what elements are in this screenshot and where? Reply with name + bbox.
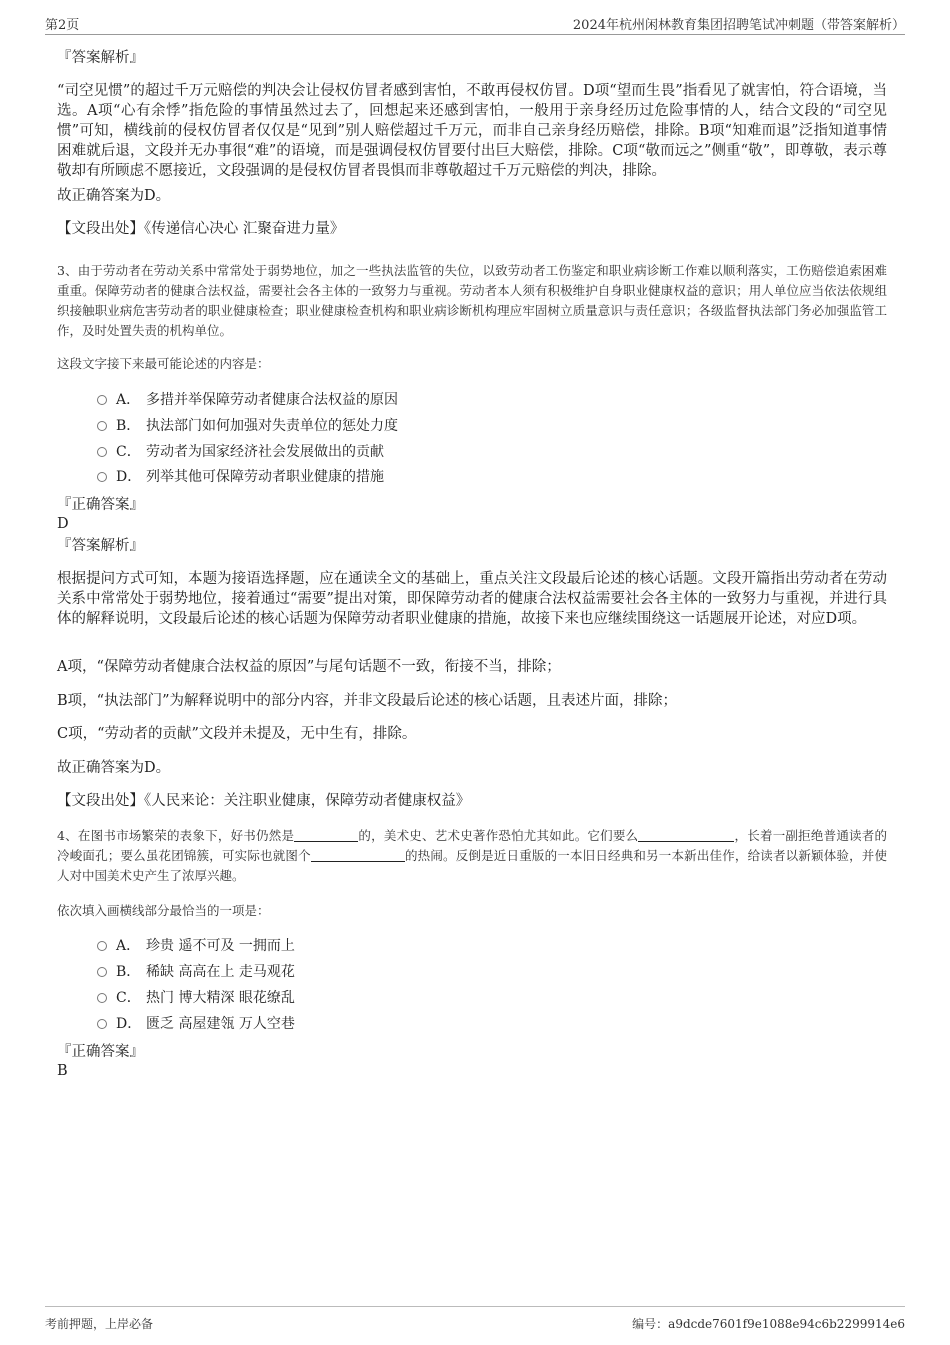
option-letter: B． xyxy=(116,418,141,434)
q4-option-b[interactable] xyxy=(97,962,295,982)
q3-analysis-text: 根据提问方式可知，本题为接语选择题，应在通读全文的基础上，重点关注文段最后论述的核心话题。文段开篇指出劳动者在劳动关系中常常处于弱势地位，接着通过“需要”提出对策，即保障劳动者的健康合法权益需要社会各主体的一致努力与重视，并进行具体的解释说明，文段最后论述的核心话题为保障劳动者职业健康的措施，故接下来也应继续围绕这一话题展开论述，对应D项。 xyxy=(57,571,887,627)
option-text: 多措并举保障劳动者健康合法权益的原因 xyxy=(146,392,398,408)
footer-serial: 编号：a9dcde7601f9e1088e94c6b2299914e6 xyxy=(632,1317,905,1331)
footer-slogan: 考前押题，上岸必备 xyxy=(45,1317,154,1331)
fill-blank-3 xyxy=(311,847,405,862)
radio-icon[interactable] xyxy=(97,967,107,977)
q3-question: 这段文字接下来最可能论述的内容是： xyxy=(57,356,270,371)
document-title: 2024年杭州闲林教育集团招聘笔试冲刺题（带答案解析） xyxy=(572,18,905,33)
q3-note-a: A项，“保障劳动者健康合法权益的原因”与尾句话题不一致，衔接不当，排除； xyxy=(57,659,561,675)
q4-answer: B xyxy=(57,1063,68,1079)
option-text: 珍贵 遥不可及 一拥而上 xyxy=(146,938,295,954)
q3-option-d[interactable] xyxy=(97,467,384,487)
option-letter: D． xyxy=(116,1016,142,1032)
q4-stem-part: 4、在图书市场繁荣的表象下，好书仍然是 xyxy=(57,828,295,843)
q2-analysis-label: 『答案解析』 xyxy=(57,50,144,66)
option-letter: A． xyxy=(116,938,141,954)
q3-option-b[interactable] xyxy=(97,416,398,436)
q4-stem-part: 的热闹。反倒是近日重版的一本旧日经典和另一本新出佳作，给读者以新颖体验，并使人对中国美术史产生了浓厚兴趣。 xyxy=(57,848,887,883)
q2-conclusion: 故正确答案为D。 xyxy=(57,188,171,204)
fill-blank-2 xyxy=(638,827,734,842)
q3-analysis-label: 『答案解析』 xyxy=(57,538,144,554)
option-text: 列举其他可保障劳动者职业健康的措施 xyxy=(146,469,384,485)
radio-icon[interactable] xyxy=(97,941,107,951)
radio-icon[interactable] xyxy=(97,395,107,405)
page-footer xyxy=(45,1306,905,1333)
option-letter: C． xyxy=(116,990,141,1006)
q2-source: 【文段出处】《传递信心决心 汇聚奋进力量》 xyxy=(57,221,345,237)
option-text: 热门 博大精深 眼花缭乱 xyxy=(146,990,295,1006)
q4-answer-label: 『正确答案』 xyxy=(57,1044,144,1060)
q4-option-d[interactable] xyxy=(97,1014,295,1034)
q4-stem xyxy=(57,826,887,886)
radio-icon[interactable] xyxy=(97,993,107,1003)
q4-stem-part: 的，美术史、艺术史著作恐怕尤其如此。它们要么 xyxy=(358,828,639,843)
option-letter: A． xyxy=(116,392,141,408)
q4-option-c[interactable] xyxy=(97,988,295,1008)
option-letter: D． xyxy=(116,469,142,485)
q3-stem: 3、由于劳动者在劳动关系中常常处于弱势地位，加之一些执法监管的失位，以致劳动者工伤鉴定和职业病诊断工作难以顺利落实，工伤赔偿追索困难重重。保障劳动者的健康合法权益，需要社会各主体的一致努力与重视。劳动者本人须有积极维护自身职业健康权益的意识；用人单位应当依法依规组织接触职业病危害劳动者的职业健康检查；职业健康检查机构和职业病诊断机构理应牢固树立质量意识与责任意识；各级监督执法部门务必加强监管工作，及时处置失责的机构单位。 xyxy=(57,263,887,338)
q3-option-a[interactable] xyxy=(97,390,398,410)
q3-note-b: B项，“执法部门”为解释说明中的部分内容，并非文段最后论述的核心话题，且表述片面，排除； xyxy=(57,693,677,709)
option-text: 匮乏 高屋建瓴 万人空巷 xyxy=(146,1016,295,1032)
option-text: 执法部门如何加强对失责单位的惩处力度 xyxy=(146,418,398,434)
q3-answer-label: 『正确答案』 xyxy=(57,497,144,513)
q4-stem-part: ，长着一副拒绝普通读者的冷峻面孔；要么虽花团锦簇，可实际也就图个 xyxy=(57,828,887,863)
page-header xyxy=(45,14,905,35)
option-text: 劳动者为国家经济社会发展做出的贡献 xyxy=(146,444,384,460)
radio-icon[interactable] xyxy=(97,421,107,431)
option-text: 稀缺 高高在上 走马观花 xyxy=(146,964,295,980)
q2-analysis-text: “司空见惯”的超过千万元赔偿的判决会让侵权仿冒者感到害怕，不敢再侵权仿冒。D项“望而生畏”指看见了就害怕，符合语境，当选。A项“心有余悸”指危险的事情虽然过去了，回想起来还感到害怕，一般用于亲身经历过危险事情的人，结合文段的“司空见惯”可知，横线前的侵权仿冒者仅仅是“见到”别人赔偿超过千万元，而非自己亲身经历赔偿，排除。B项“知难而退”泛指知道事情困难就后退，文段并无办事很“难”的语境，而是强调侵权仿冒要付出巨大赔偿，排除。C项“敬而远之”侧重“敬”，即尊敬，表示尊敬却有所顾虑不愿接近，文段强调的是侵权仿冒者畏惧而非尊敬超过千万元赔偿的判决，排除。 xyxy=(57,83,887,179)
radio-icon[interactable] xyxy=(97,1019,107,1029)
q3-answer: D xyxy=(57,516,69,532)
q4-option-a[interactable] xyxy=(97,936,295,956)
radio-icon[interactable] xyxy=(97,447,107,457)
option-letter: B． xyxy=(116,964,141,980)
q3-option-c[interactable] xyxy=(97,442,384,462)
page-number: 第2页 xyxy=(45,18,80,33)
q3-note-c: C项，“劳动者的贡献”文段并未提及，无中生有，排除。 xyxy=(57,726,417,742)
radio-icon[interactable] xyxy=(97,472,107,482)
q3-conclusion: 故正确答案为D。 xyxy=(57,760,171,776)
fill-blank-1 xyxy=(294,827,358,842)
option-letter: C． xyxy=(116,444,141,460)
q3-source: 【文段出处】《人民来论：关注职业健康，保障劳动者健康权益》 xyxy=(57,793,471,809)
q4-question: 依次填入画横线部分最恰当的一项是： xyxy=(57,903,270,918)
